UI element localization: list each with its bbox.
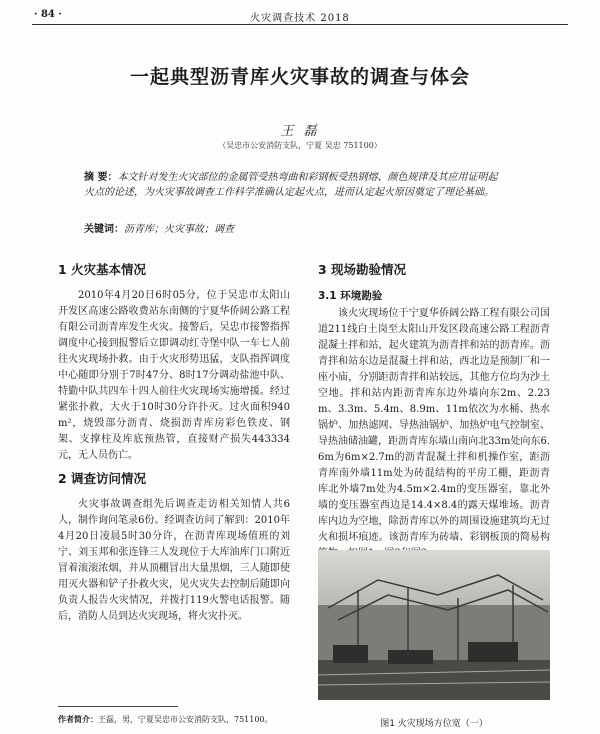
fire-scene-photo — [318, 550, 550, 700]
keywords-label: 关键词： — [84, 224, 124, 235]
journal-name: 火灾调查技术 2018 — [250, 13, 350, 24]
section-3 — [318, 262, 550, 562]
footnote-text: 王磊，男，宁夏吴忠市公安消防支队，751100。 — [98, 715, 273, 724]
author-name: 王 磊 — [280, 124, 320, 139]
author-footnote — [58, 714, 273, 725]
section-2 — [58, 471, 290, 625]
section-1-heading: 1 火灾基本情况 — [58, 262, 147, 277]
fire-scene-photo-drawing — [318, 550, 550, 700]
keywords-text: 沥青库；火灾事故；调查 — [124, 224, 234, 235]
page-number: · 84 · — [34, 9, 62, 20]
footnote-label: 作者简介： — [58, 715, 98, 724]
section-3-1-heading: 3.1 环境勘验 — [318, 290, 383, 302]
abstract-text: 本文针对发生火灾部位的金属管受热弯曲和彩钢板受热钢熔、颜色规律及其应用证明起火点的论述，为火灾事故调查工作科学准确认定起火点，进而认定起火原因奠定了理论基础。 — [84, 172, 498, 198]
abstract-label: 摘 要： — [84, 172, 118, 183]
author-affiliation: （吴忠市公安消防支队，宁夏 吴忠 751100） — [218, 141, 382, 150]
section-3-heading: 3 现场勘验情况 — [318, 262, 407, 277]
section-1-paragraph: 2010年4月20日6时05分，位于吴忠市太阳山开发区高速公路收费站东南侧的宁夏华侨阔公路工程有限公司沥青库发生火灾。接警后，吴忠市接警指挥调度中心接到报警后立即调动红寺堡中队一车七人前往火灾现场扑救。由于火灾形势迅猛，支队指挥调度中心随即分别于7时47分、8时17分调动盐池中队、特勤中队共四车十四人前往火灾现场实施增援。经过紧张扑救，大火于10时30分许扑灭。过火面积940m²，烧毁部分沥青、烧损沥青库房彩色铁皮、钢架、支撑柱及库底预热管，直接财产损失443334元，无人员伤亡。 — [58, 290, 290, 461]
running-header — [32, 4, 568, 25]
figure-caption: 图1 火灾现场方位宽（一） — [380, 719, 488, 729]
section-1 — [58, 262, 290, 464]
section-3-1-paragraph: 该火灾现场位于宁夏华侨阔公路工程有限公司国道211线白土岗至太阳山开发区段高速公路工程沥青混凝土拌和站，起火建筑为沥青拌和站的沥青库。沥青拌和站东边是混凝土拌和站，西北边是预制厂和一座小庙，分别距沥青拌和站较远，其他方位均为沙土空地。拌和站内距沥青库东边外墙向东2m、2.23m、3.3m、5.4m、8.9m、11m依次为水桶、热水锅炉、加热滤网、导热油锅炉、加热炉电气控制室、导热油储油罐，距沥青库东墙山南向北33m处向东6.6m为6m×2.7m的沥青混凝土拌和机操作室，距沥青库南外墙11m处为砖混结构的平房工棚，距沥青库北外墙7m处为4.5m×2.4m的变压器室，靠北外墙的变压器室西边是14.4×8.4的露天煤堆场。沥青库内边为空地，除沥青库以外的周围设施建筑均无过火和损坏痕迹。该沥青库为砖墙、彩钢板顶的简易构 — [318, 308, 550, 543]
section-2-paragraph: 火灾事故调查组先后调查走访相关知情人共6人，制作询问笔录6份。经调查访问了解到：2010年4月20日凌晨5时30分许，在沥青库现场值班的刘宁、刘玉邦和张连锋三人发现位于大库油库门口附近冒着滚滚浓烟，并从顶棚冒出大量黑烟，三人随即使用灭火器和铲子扑救火灾，见火灾失去控制后随即向负责人报告火灾情况，并拨打119火警电话报警。随后，消防人员到达火灾现场，将火灾扑灭。 — [58, 499, 290, 622]
keywords — [84, 220, 504, 235]
section-2-heading: 2 调查访问情况 — [58, 471, 147, 486]
footnote-divider — [58, 706, 178, 707]
paper-title: 一起典型沥青库火灾事故的调查与体会 — [129, 66, 470, 88]
abstract — [84, 170, 504, 200]
